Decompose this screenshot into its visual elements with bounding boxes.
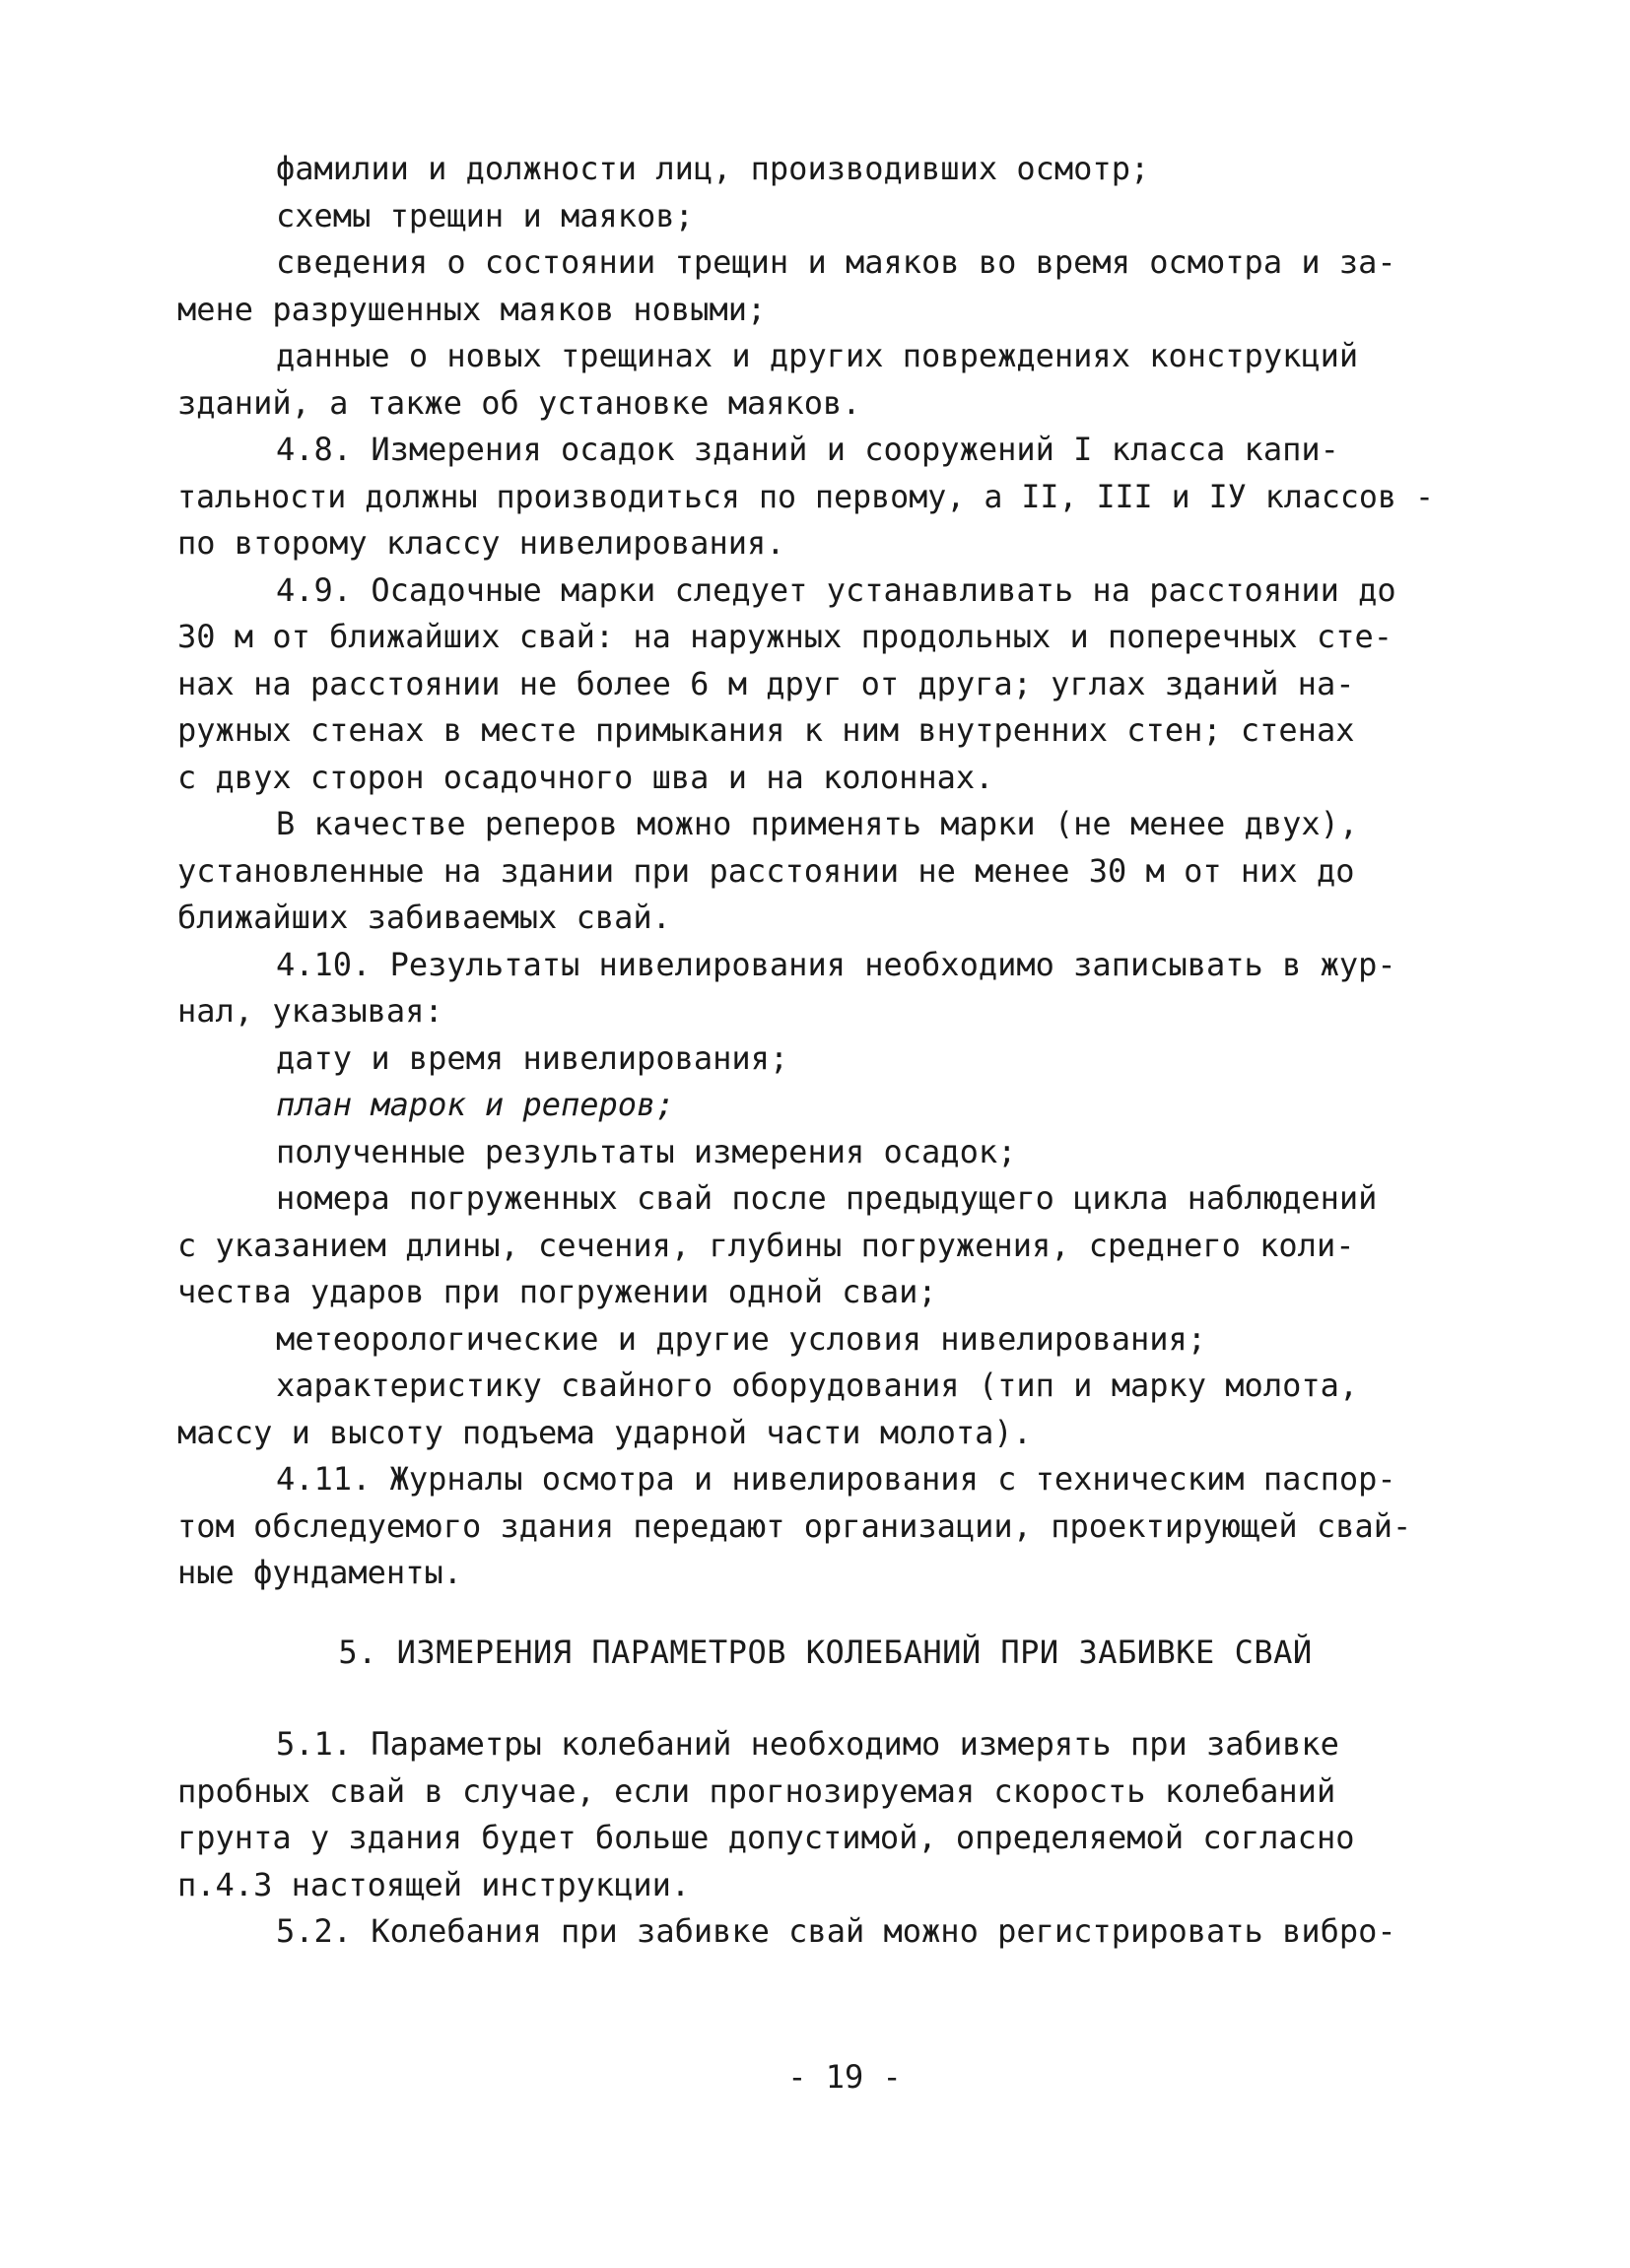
text-line: ружных стенах в месте примыкания к ним внутренних стен; стенах bbox=[177, 711, 1355, 749]
text-line: 4.8. Измерения осадок зданий и сооружений I класса капи- bbox=[276, 431, 1339, 468]
text-line: ближайших забиваемых свай. bbox=[177, 899, 671, 936]
text-line: по второму классу нивелирования. bbox=[177, 524, 785, 562]
text-line: пробных свай в случае, если прогнозируемая скорость колебаний bbox=[177, 1771, 1336, 1810]
text-line: установленные на здании при расстоянии не менее 30 м от них до bbox=[177, 851, 1355, 890]
text-line: нал, указывая: bbox=[177, 992, 443, 1030]
text-line: п.4.3 настоящей инструкции. bbox=[177, 1865, 691, 1903]
text-line: грунта у здания будет больше допустимой, определяемой согласно bbox=[177, 1819, 1355, 1856]
text-line: зданий, а также об установке маяков. bbox=[177, 383, 861, 422]
text-line: чества ударов при погружении одной сваи; bbox=[177, 1273, 937, 1310]
document-page bbox=[177, 146, 1434, 1956]
text-line: массу и высоту подъема ударной части молота). bbox=[177, 1413, 1032, 1451]
text-line: мене разрушенных маяков новыми; bbox=[177, 290, 767, 328]
text-line: том обследуемого здания передают организации, проектирующей свай- bbox=[177, 1506, 1412, 1545]
text-line: с двух сторон осадочного шва и на колоннах. bbox=[177, 758, 994, 796]
text-line: характеристику свайного оборудования (тип и марку молота, bbox=[276, 1367, 1359, 1404]
text-line: данные о новых трещинах и других повреждениях конструкций bbox=[276, 337, 1359, 374]
text-line: 4.9. Осадочные марки следует устанавливать на расстоянии до bbox=[276, 570, 1396, 609]
text-line: дату и время нивелирования; bbox=[276, 1038, 789, 1077]
text-line: 5.2. Колебания при забивке свай можно регистрировать вибро- bbox=[276, 1912, 1396, 1950]
text-line: план марок и реперов; bbox=[276, 1086, 675, 1123]
text-line: метеорологические и другие условия нивелирования; bbox=[276, 1319, 1207, 1358]
text-line: полученные результаты измерения осадок; bbox=[276, 1132, 1017, 1170]
text-line: сведения о состоянии трещин и маяков во время осмотра и за- bbox=[276, 243, 1396, 281]
section-heading: 5. ИЗМЕРЕНИЯ ПАРАМЕТРОВ КОЛЕБАНИЙ ПРИ ЗАБИВКЕ СВАЙ bbox=[338, 1633, 1313, 1671]
text-line: ные фундаменты. bbox=[177, 1554, 462, 1591]
text-line: В качестве реперов можно применять марки (не менее двух), bbox=[276, 805, 1359, 842]
text-line: 4.11. Журналы осмотра и нивелирования с техническим паспор- bbox=[276, 1460, 1396, 1498]
text-line: с указанием длины, сечения, глубины погружения, среднего коли- bbox=[177, 1226, 1355, 1264]
text-line: нах на расстоянии не более 6 м друг от друга; углах зданий на- bbox=[177, 664, 1355, 702]
text-line: схемы трещин и маяков; bbox=[276, 196, 694, 234]
text-line: 30 м от ближайших свай: на наружных продольных и поперечных сте- bbox=[177, 618, 1392, 655]
text-line: номера погруженных свай после предыдущего цикла наблюдений bbox=[276, 1179, 1378, 1217]
text-line: 5.1. Параметры колебаний необходимо измерять при забивке bbox=[276, 1725, 1339, 1763]
text-line: 4.10. Результаты нивелирования необходимо записывать в жур- bbox=[276, 945, 1396, 983]
text-line: фамилии и должности лиц, производивших осмотр; bbox=[276, 150, 1150, 187]
page-number: - 19 - bbox=[787, 2058, 902, 2096]
text-line: тальности должны производиться по первому, а II, III и IУ классов - bbox=[177, 477, 1435, 515]
